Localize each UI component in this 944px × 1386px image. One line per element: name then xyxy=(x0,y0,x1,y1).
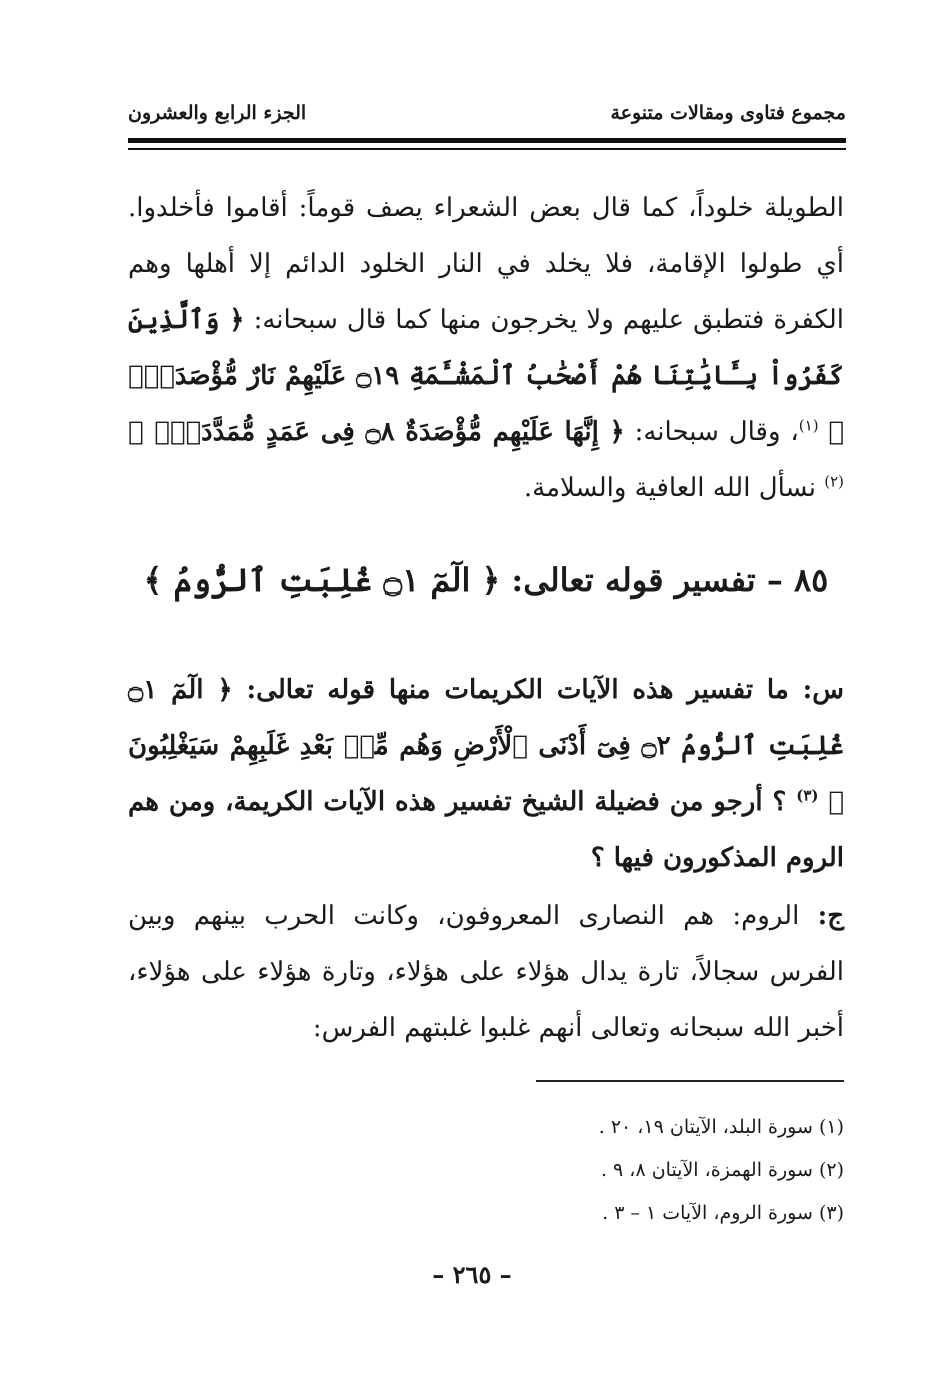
answer-label: ج: xyxy=(817,901,845,931)
volume-label: الجزء الرابع والعشرون xyxy=(128,102,307,124)
intro-mid: ، وقال سبحانه: xyxy=(634,417,799,447)
intro-text: الطويلة خلوداً، كما قال بعض الشعراء يصف قوماً: أقاموا فأخلدوا. أي طولوا الإقامة، فلا يخلد في النار الخلود الدائم إلا أهلها وهم الكفرة فتطبق عليهم ولا يخرجون منها كما قال سبحانه: xyxy=(128,193,845,335)
book-title: مجموع فتاوى ومقالات متنوعة xyxy=(610,102,846,124)
section-title: ٨٥ – تفسير قوله تعالى: ﴿ الٓمٓ ۝١ غُلِبَتِ ٱلرُّومُ ﴾ xyxy=(143,561,829,599)
question-lead: س: ما تفسير هذه الآيات الكريمات منها قوله تعالى: xyxy=(246,675,844,705)
intro-end: نسأل الله العافية والسلامة. xyxy=(523,473,816,503)
answer-text: الروم: هم النصارى المعروفون، وكانت الحرب بينهم وبين الفرس سجالاً، تارة يدال هؤلاء على هؤلاء، وتارة هؤلاء على هؤلاء، أخبر الله سبحانه وتعالى أنهم غلبوا غلبتهم الفرس: xyxy=(128,901,844,1043)
intro-paragraph xyxy=(128,180,844,516)
footnote-ref-1[interactable]: (١) xyxy=(798,416,819,435)
page-number: – ٢٦٥ – xyxy=(432,1260,512,1289)
running-header xyxy=(128,96,846,130)
footnote-separator xyxy=(536,1080,844,1082)
footnote-1: (١) سورة البلد، الآيتان ١٩، ٢٠ . xyxy=(598,1116,844,1138)
answer-paragraph xyxy=(128,888,844,1056)
quran-verse-1: ﴿ وَٱلَّذِينَ كَفَرُواْ بِـَٔايَٰتِنَا هُمْ أَصْحَٰبُ ٱلْمَشْـَٔمَةِ ۝١٩ عَلَيْهِمْ نَارٌ مُّؤْصَدَةٌۢ ﴾ xyxy=(128,305,845,447)
quran-verse-2: ﴿ إِنَّهَا عَلَيْهِم مُّؤْصَدَةٌ ۝٨ فِى عَمَدٍ مُّمَدَّدَةٍۭ ﴾ xyxy=(128,417,625,447)
footnote-2: (٢) سورة الهمزة، الآيتان ٨، ٩ . xyxy=(600,1159,844,1181)
quran-verse-3: ﴿ الٓمٓ ۝١ غُلِبَتِ ٱلرُّومُ ۝٢ فِىٓ أَدْنَى ٱلْأَرْضِ وَهُم مِّنۢ بَعْدِ غَلَبِهِمْ سَيَغْلِبُونَ ﴾ xyxy=(128,675,844,817)
footnotes xyxy=(300,1106,844,1235)
footnote-3: (٣) سورة الروم، الآيات ١ – ٣ . xyxy=(602,1202,844,1224)
question-paragraph xyxy=(128,662,844,886)
question-tail: ؟ أرجو من فضيلة الشيخ تفسير هذه الآيات الكريمة، ومن هم الروم المذكورون فيها ؟ xyxy=(128,787,844,873)
header-rule-thin xyxy=(128,148,846,150)
header-rule-thick xyxy=(128,138,846,143)
footnote-ref-3[interactable]: (٣) xyxy=(796,786,819,805)
footnote-ref-2[interactable]: (٢) xyxy=(824,472,844,491)
